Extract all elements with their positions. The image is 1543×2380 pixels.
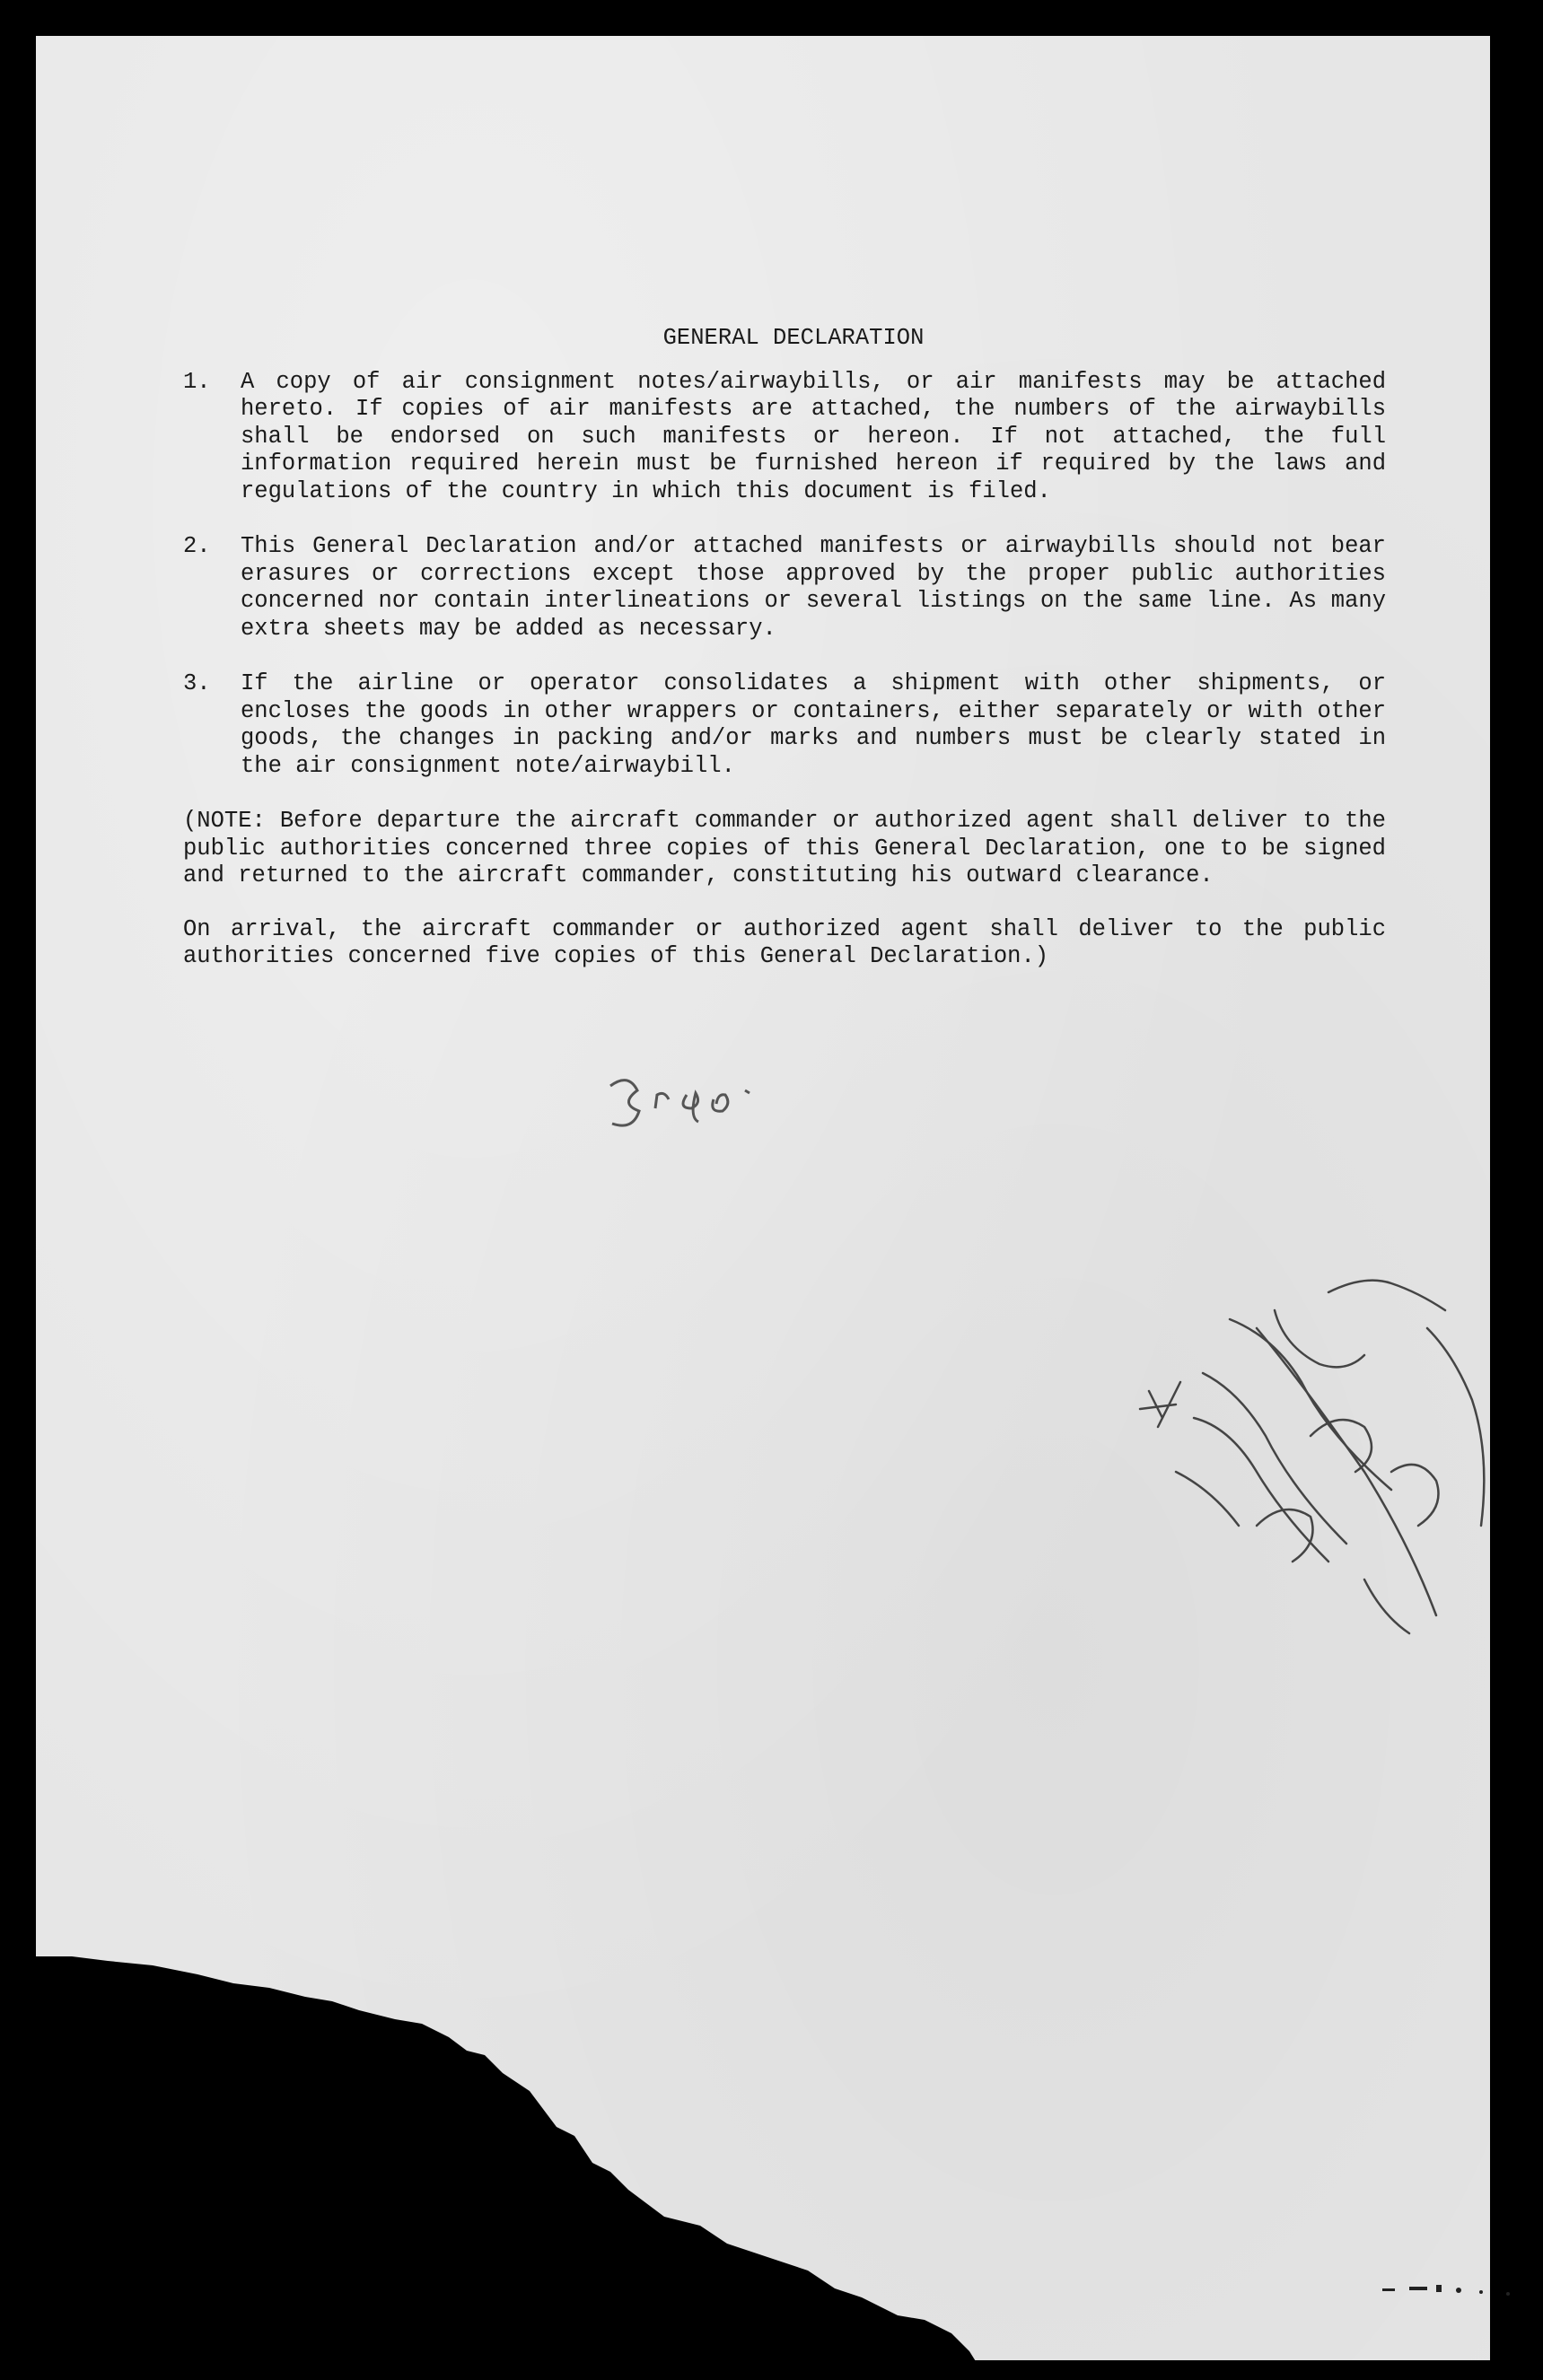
document-content [183, 325, 1386, 997]
torn-corner [0, 1956, 1543, 2380]
document-title: GENERAL DECLARATION [662, 325, 925, 351]
declaration-item-2 [183, 533, 1386, 643]
note-arrival: On arrival, the aircraft commander or authorized agent shall deliver to the public authorities concerned five copies of this General Declaration.) [183, 915, 1386, 969]
item-text: This General Declaration and/or attached manifests or airwaybills should not bear erasures or corrections except those approved by the proper public authorities concerned nor contain interlineations or several listings on the same line. As many extra sheets may be added as necessary. [241, 533, 1386, 642]
signature [1095, 1203, 1508, 1669]
note-departure: (NOTE: Before departure the aircraft commander or authorized agent shall deliver to the public authorities concerned three copies of this General Declaration, one to be signed and returned to the aircraft commander, constituting his outward clearance. [183, 808, 1386, 888]
handwritten-mark [601, 1068, 781, 1140]
item-number: 1. [183, 368, 211, 395]
item-number: 2. [183, 533, 211, 559]
item-text: If the airline or operator consolidates a shipment with other shipments, or encloses the goods in other wrappers or containers, either separately or with other goods, the changes in packing and/or marks and numbers must be clearly stated in the air consignment note/airwaybill. [241, 670, 1386, 779]
item-number: 3. [183, 670, 211, 696]
declaration-item-1 [183, 369, 1386, 506]
declaration-item-3 [183, 670, 1386, 780]
item-text: A copy of air consignment notes/airwaybills, or air manifests may be attached hereto. If copies of air manifests are attached, the numbers of the airwaybills shall be endorsed on such manifests or hereon. If not attached, the full information required herein must be furnished hereon if required by the laws and regulations of the country in which this document is filed. [241, 368, 1386, 504]
